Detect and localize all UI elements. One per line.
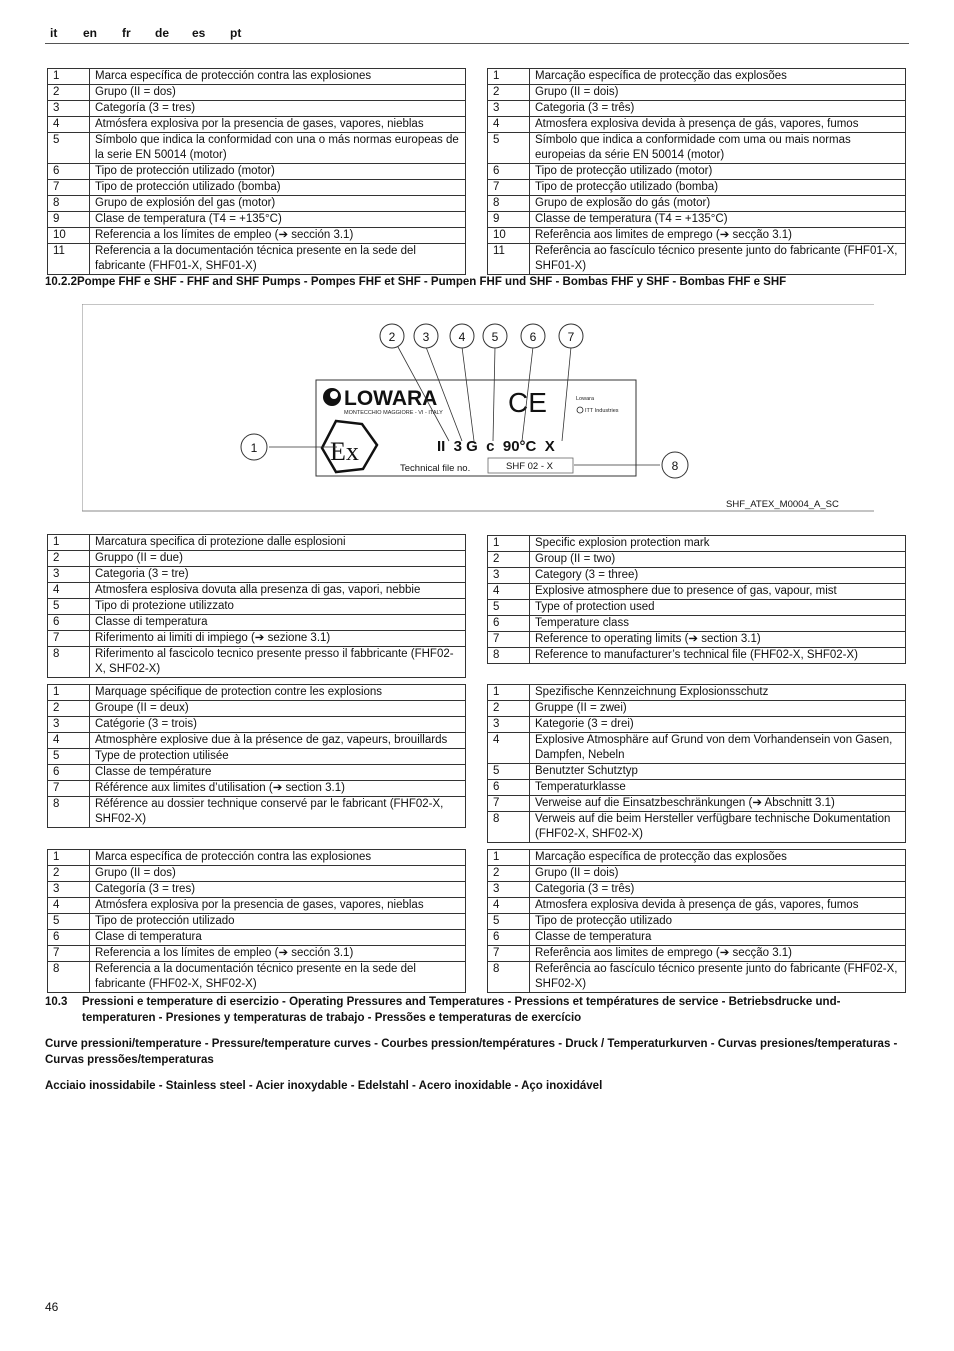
table-row [488,850,906,866]
section-title: Pressioni e temperature di esercizio - Operating Pressures and Temperatures - Pressions et températures de service - Betriebsdrucke und- temperaturen - Presiones y temperaturas de trabajo - Pressões e temperaturas de exercício [82,996,841,1024]
row-number: 3 [488,568,530,584]
table-row [488,866,906,882]
svg-text:4: 4 [458,330,466,344]
callout-3 [414,324,438,348]
row-number: 2 [48,85,90,101]
legend-table-es-2 [47,849,466,993]
row-description: Kategorie (3 = drei) [530,717,906,733]
row-number: 8 [488,962,530,993]
table-row [48,850,466,866]
row-description: Referência ao fascículo técnico presente junto do fabricante (FHF02-X, SHF02-X) [530,962,906,993]
row-description: Reference to manufacturer’s technical file (FHF02-X, SHF02-X) [530,648,906,664]
table-row [488,898,906,914]
row-description: Spezifische Kennzeichnung Explosionsschutz [530,685,906,701]
row-number: 9 [48,212,90,228]
row-description: Riferimento al fascicolo tecnico presente presso il fabbricante (FHF02-X, SHF02-X) [90,647,466,678]
row-description: Riferimento ai limiti di impiego (➔ sezione 3.1) [90,631,466,647]
row-description: Atmósfera explosiva por la presencia de gases, vapores, nieblas [90,898,466,914]
row-description: Type of protection used [530,600,906,616]
row-description: Reference to operating limits (➔ section 3.1) [530,632,906,648]
row-description: Verweise auf die Einsatzbeschränkungen (➔ Abschnitt 3.1) [530,796,906,812]
row-number: 10 [48,228,90,244]
row-number: 7 [488,632,530,648]
table-row [488,568,906,584]
row-number: 2 [488,552,530,568]
table-row [488,717,906,733]
row-number: 5 [488,914,530,930]
table-row [48,101,466,117]
svg-text:7: 7 [567,330,575,344]
lang-es: es [192,26,206,40]
row-number: 11 [48,244,90,275]
row-number: 2 [48,866,90,882]
row-number: 5 [48,914,90,930]
callout-6 [521,324,545,348]
row-description: Marcação específica de protecção das explosões [530,69,906,85]
row-number: 1 [488,685,530,701]
table-row [488,962,906,993]
row-description: Tipo de protección utilizado [90,914,466,930]
table-row [488,648,906,664]
row-number: 1 [48,685,90,701]
table-row [48,749,466,765]
row-description: Atmosfera explosiva devida à presença de gás, vapores, fumos [530,117,906,133]
row-number: 6 [48,164,90,180]
table-row [48,599,466,615]
row-number: 2 [488,701,530,717]
heading-pumps: 10.2.2Pompe FHF e SHF - FHF and SHF Pumps - Pompes FHF et SHF - Pumpen FHF und SHF - Bombas FHF y SHF - Bombas FHF e SHF [45,276,787,288]
row-number: 4 [488,117,530,133]
table-row [488,101,906,117]
table-row [48,701,466,717]
row-number: 1 [48,535,90,551]
row-description: Référence au dossier technique conservé par le fabricant (FHF02-X, SHF02-X) [90,797,466,828]
row-description: Grupo (II = dos) [90,866,466,882]
svg-text:8: 8 [671,459,679,473]
row-description: Catégorie (3 = trois) [90,717,466,733]
row-number: 2 [48,551,90,567]
brand-name: LOWARA [344,387,438,410]
svg-text:1: 1 [250,441,258,455]
row-number: 8 [48,797,90,828]
row-number: 1 [488,536,530,552]
callout-8 [662,452,688,478]
language-bar [45,24,909,44]
table-row [488,616,906,632]
technical-file-label: Technical file no. [400,463,471,474]
diagram-caption: SHF_ATEX_M0004_A_SC [726,499,839,510]
nameplate-svg [82,304,875,512]
row-description: Categoria (3 = três) [530,882,906,898]
row-number: 5 [488,764,530,780]
row-description: Referência aos limites de emprego (➔ secção 3.1) [530,228,906,244]
legend-table-fr [47,684,466,828]
table-row [48,85,466,101]
table-row [48,898,466,914]
technical-file-value: SHF 02 - X [506,461,553,472]
lang-de: de [155,26,170,40]
table-row [48,180,466,196]
table-row [488,796,906,812]
table-row [48,733,466,749]
table-row [48,69,466,85]
table-row [488,733,906,764]
row-number: 7 [488,946,530,962]
row-description: Categoría (3 = tres) [90,101,466,117]
table-row [48,882,466,898]
row-description: Tipo de protecção utilizado (bomba) [530,180,906,196]
row-description: Marcatura specifica di protezione dalle esplosioni [90,535,466,551]
row-number: 8 [488,196,530,212]
table-row [48,765,466,781]
row-number: 4 [488,733,530,764]
row-number: 10 [488,228,530,244]
row-number: 6 [48,930,90,946]
row-description: Classe de temperatura (T4 = +135°C) [530,212,906,228]
row-description: Atmosfera esplosiva dovuta alla presenza di gas, vapori, nebbie [90,583,466,599]
row-number: 3 [48,101,90,117]
row-description: Grupo (II = dos) [90,85,466,101]
row-description: Tipo de protección utilizado (bomba) [90,180,466,196]
row-description: Grupo (II = dois) [530,866,906,882]
row-number: 4 [48,898,90,914]
row-number: 4 [488,584,530,600]
row-number: 8 [48,647,90,678]
section-number: 10.3 [45,996,68,1008]
row-description: Clase di temperatura [90,930,466,946]
row-number: 1 [48,69,90,85]
row-number: 4 [48,117,90,133]
table-row [488,701,906,717]
table-row [488,180,906,196]
row-description: Grupo de explosão do gás (motor) [530,196,906,212]
ex-symbol: Ex [330,437,359,466]
table-row [488,133,906,164]
table-row [488,780,906,796]
table-row [48,685,466,701]
lang-it: it [50,26,58,40]
row-description: Atmósfera explosiva por la presencia de gases, vapores, nieblas [90,117,466,133]
table-row [488,196,906,212]
row-number: 3 [488,717,530,733]
row-number: 2 [488,866,530,882]
row-number: 2 [488,85,530,101]
nameplate-diagram [82,304,875,512]
row-number: 7 [488,796,530,812]
table-row [488,244,906,275]
row-description: Verweis auf die beim Hersteller verfügbare technische Dokumentation (FHF02-X, SHF02-X) [530,812,906,843]
table-row [488,552,906,568]
row-description: Benutzter Schutztyp [530,764,906,780]
table-row [48,914,466,930]
row-description: Temperaturklasse [530,780,906,796]
legend-table-pt-2 [487,849,906,993]
legend-table-de [487,684,906,843]
row-description: Temperature class [530,616,906,632]
company-small: Lowara [576,396,595,402]
row-description: Marca específica de protección contra las explosiones [90,69,466,85]
table-row [488,212,906,228]
table-row [48,535,466,551]
lowara-logo-icon [323,388,341,406]
row-description: Specific explosion protection mark [530,536,906,552]
row-description: Marcação específica de protecção das explosões [530,850,906,866]
row-number: 5 [48,599,90,615]
heading-curves: Curve pressioni/temperature - Pressure/temperature curves - Courbes pression/températures - Druck / Temperaturkurven - Curvas presiones/temperaturas - Curvas pressões/temperaturas [45,1038,898,1066]
row-number: 8 [488,812,530,843]
row-number: 4 [488,898,530,914]
row-description: Classe de temperatura [530,930,906,946]
row-number: 6 [488,164,530,180]
lang-pt: pt [230,26,242,40]
table-row [48,717,466,733]
row-description: Gruppo (II = due) [90,551,466,567]
row-description: Referência aos limites de emprego (➔ secção 3.1) [530,946,906,962]
row-number: 6 [488,930,530,946]
row-description: Referencia a los límites de empleo (➔ sección 3.1) [90,228,466,244]
row-description: Clase de temperatura (T4 = +135°C) [90,212,466,228]
row-number: 8 [48,962,90,993]
callout-2 [380,324,404,348]
row-number: 7 [48,180,90,196]
legend-table-it [47,534,466,678]
table-row [48,631,466,647]
row-description: Grupo de explosión del gas (motor) [90,196,466,212]
row-description: Categoria (3 = três) [530,101,906,117]
table-row [48,962,466,993]
row-description: Tipo de protección utilizado (motor) [90,164,466,180]
table-row [488,914,906,930]
row-description: Référence aux limites d’utilisation (➔ section 3.1) [90,781,466,797]
table-row [48,797,466,828]
table-row [488,764,906,780]
table-row [488,882,906,898]
row-number: 11 [488,244,530,275]
row-number: 5 [488,133,530,164]
page-number: 46 [45,1300,59,1314]
row-description: Categoria (3 = tre) [90,567,466,583]
legend-table-en [487,535,906,664]
row-number: 4 [48,583,90,599]
table-row [488,117,906,133]
row-number: 5 [48,133,90,164]
row-description: Groupe (II = deux) [90,701,466,717]
row-number: 6 [488,616,530,632]
row-description: Referencia a la documentación técnico presente en la sede del fabricante (FHF02-X, SHF02-X) [90,962,466,993]
svg-text:3: 3 [422,330,430,344]
table-row [488,228,906,244]
row-number: 5 [488,600,530,616]
lang-fr: fr [122,26,131,40]
row-number: 3 [488,882,530,898]
table-row [48,244,466,275]
legend-table-pt-1 [487,68,906,275]
row-number: 7 [48,946,90,962]
row-description: Gruppe (II = zwei) [530,701,906,717]
row-description: Referencia a la documentación técnica presente en la sede del fabricante (FHF01-X, SHF01-X) [90,244,466,275]
row-description: Tipo de protecção utilizado [530,914,906,930]
legend-table-es-1 [47,68,466,275]
row-number: 8 [48,196,90,212]
atex-marking: II 3 G c 90°C X [437,438,555,455]
table-row [488,930,906,946]
table-row [488,812,906,843]
row-number: 9 [488,212,530,228]
row-description: Referência ao fascículo técnico presente junto do fabricante (FHF01-X, SHF01-X) [530,244,906,275]
svg-text:5: 5 [491,330,499,344]
row-description: Referencia a los límites de empleo (➔ sección 3.1) [90,946,466,962]
row-description: Símbolo que indica la conformidad con una o más normas europeas de la serie EN 50014 (motor) [90,133,466,164]
table-row [488,69,906,85]
row-description: Marca específica de protección contra las explosiones [90,850,466,866]
brand-subtitle: MONTECCHIO MAGGIORE - VI - ITALY [344,410,443,416]
row-description: Atmosfera explosiva devida à presença de gás, vapores, fumos [530,898,906,914]
lang-en: en [83,26,98,40]
row-description: Atmosphère explosive due à la présence de gaz, vapeurs, brouillards [90,733,466,749]
row-number: 1 [488,69,530,85]
row-number: 7 [48,631,90,647]
row-number: 8 [488,648,530,664]
row-description: Categoría (3 = tres) [90,882,466,898]
row-number: 1 [488,850,530,866]
table-row [488,946,906,962]
table-row [48,930,466,946]
table-row [48,164,466,180]
row-description: Category (3 = three) [530,568,906,584]
row-number: 7 [48,781,90,797]
row-description: Explosive atmosphere due to presence of gas, vapour, mist [530,584,906,600]
row-description: Marquage spécifique de protection contre les explosions [90,685,466,701]
table-row [488,584,906,600]
table-row [48,117,466,133]
table-row [48,615,466,631]
row-number: 3 [48,567,90,583]
row-number: 2 [48,701,90,717]
row-number: 6 [48,615,90,631]
row-description: Group (II = two) [530,552,906,568]
row-description: Grupo (II = dois) [530,85,906,101]
table-row [488,164,906,180]
row-number: 1 [48,850,90,866]
row-number: 6 [48,765,90,781]
row-number: 3 [48,882,90,898]
table-row [48,196,466,212]
row-number: 3 [48,717,90,733]
svg-text:6: 6 [529,330,537,344]
table-row [488,632,906,648]
row-number: 4 [48,733,90,749]
ce-mark: CE [508,387,547,418]
callout-4 [450,324,474,348]
table-row [48,212,466,228]
table-row [488,600,906,616]
row-description: Classe di temperatura [90,615,466,631]
callout-1 [241,434,267,460]
callout-5 [483,324,507,348]
table-row [488,536,906,552]
table-row [48,567,466,583]
company-itt: ITT Industries [585,408,619,414]
table-row [48,228,466,244]
row-number: 6 [488,780,530,796]
table-row [48,781,466,797]
row-description: Tipo di protezione utilizzato [90,599,466,615]
heading-stainless-steel: Acciaio inossidabile - Stainless steel - Acier inoxydable - Edelstahl - Acero inoxidable - Aço inoxidável [45,1080,603,1092]
row-description: Símbolo que indica a conformidade com uma ou mais normas europeias da série EN 50014 (motor) [530,133,906,164]
callout-7 [559,324,583,348]
row-number: 5 [48,749,90,765]
row-description: Type de protection utilisée [90,749,466,765]
row-description: Classe de température [90,765,466,781]
table-row [48,946,466,962]
table-row [48,866,466,882]
table-row [488,85,906,101]
table-row [48,551,466,567]
row-description: Explosive Atmosphäre auf Grund von dem Vorhandensein von Gasen, Dampfen, Nebeln [530,733,906,764]
row-description: Tipo de protecção utilizado (motor) [530,164,906,180]
table-row [48,133,466,164]
table-row [488,685,906,701]
svg-text:2: 2 [388,330,396,344]
table-row [48,583,466,599]
table-row [48,647,466,678]
row-number: 7 [488,180,530,196]
row-number: 3 [488,101,530,117]
